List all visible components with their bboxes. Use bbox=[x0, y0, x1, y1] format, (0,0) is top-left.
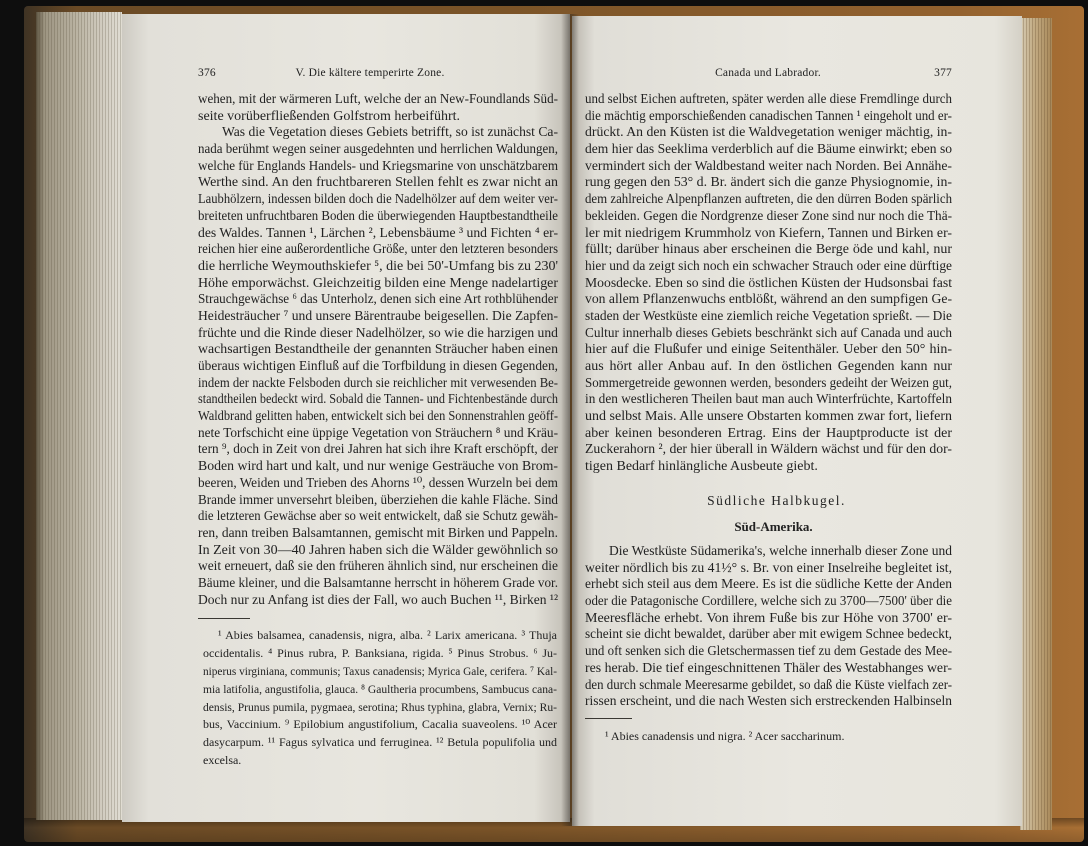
subsection-heading: Süd-Amerika. bbox=[734, 519, 813, 534]
page-edges-right bbox=[1020, 18, 1052, 830]
footnote-rule bbox=[585, 718, 632, 719]
text-line: res herab. Die tief eingeschnittenen Thäler des Westabhanges wer- bbox=[585, 660, 952, 676]
footnote-line: occidentalis. ⁴ Pinus rubra, P. Banksiana, rigida. ⁵ Pinus Strobus. ⁶ Ju- bbox=[203, 645, 557, 660]
text-line: des Waldes. Tannen ¹, Lärchen ², Lebensbäume ³ und Fichten ⁴ er- bbox=[198, 225, 558, 241]
body-text bbox=[198, 92, 558, 609]
footnote-line: dasycarpum. ¹¹ Fagus sylvatica und ferruginea. ¹² Betula populifolia und bbox=[203, 735, 557, 750]
right-page bbox=[572, 16, 1022, 826]
text-line: und selbst Eichen auftreten, später werden alle diese Fremdlinge durch bbox=[585, 92, 952, 107]
text-line: Moosdecke. Eben so sind die östlichen Küsten der Hudsonsbai fast bbox=[585, 275, 952, 291]
text-line: wachsartigen Bestandtheile der genannten Sträucher haben einen bbox=[198, 342, 558, 358]
footnote-line: mia latifolia, angustifolia, glauca. ⁸ Gaultheria procumbens, Sambucus cana- bbox=[203, 681, 557, 696]
text-line: Meeresfläche erhebt. Von ihrem Fuße bis zur Höhe von 3700' er- bbox=[585, 610, 952, 626]
text-line: reichen hier eine außerordentliche Größe, unter den letzteren besonders bbox=[198, 242, 558, 258]
running-title: V. Die kältere temperirte Zone. bbox=[295, 67, 445, 79]
text-line: ler mit niedrigem Krummholz von Kiefern, Tannen und Birken er- bbox=[585, 225, 952, 241]
footnote-line: ¹ Abies canadensis und nigra. ² Acer saccharinum. bbox=[605, 729, 845, 743]
text-line: In Zeit von 30—40 Jahren haben sich die Wälder gewöhnlich so bbox=[198, 542, 558, 558]
text-line: nete Torfschicht eine üppige Vegetation von Sträuchern ⁸ und Kräu- bbox=[198, 425, 558, 441]
text-line: staden der Westküste eine ziemlich reiche Vegetation sprießt. — Die bbox=[585, 308, 952, 324]
text-line: nada berühmt wegen seiner ausgedehnten und herrlichen Waldungen, bbox=[198, 142, 558, 158]
text-line: vermindert sich der Waldbestand weiter nach Norden. Bei Annähe- bbox=[585, 158, 952, 174]
text-line: dem hier das Seeklima verderblich auf die Bäume einwirkt; eben so bbox=[585, 142, 952, 158]
text-line: indem der nackte Felsboden durch sie reichlicher mit verwesenden Be- bbox=[198, 375, 558, 391]
text-line: Sommergetreide gewonnen werden, besonders gedeiht der Weizen gut, bbox=[585, 375, 952, 391]
text-line: rissen erscheint, und die nach Westen sich erstreckenden Halbinseln bbox=[585, 694, 952, 710]
text-line: ren, dann treiben Balsamtannen, gemischt mit Birken und Pappeln. bbox=[198, 525, 558, 541]
text-line: hier auf die Flußufer und einige Seitenthäler. Ueber den 50° hin- bbox=[585, 342, 952, 358]
text-line: aus hört aller Anbau auf. In den östlichen Gegenden kann nur bbox=[585, 359, 952, 374]
text-line: die mächtig emporschießenden canadischen Tannen ¹ eingeholt und er- bbox=[585, 108, 952, 124]
text-line: Waldbrand gelitten haben, entwickelt sich bei den Sonnenstrahlen geöff- bbox=[198, 409, 558, 425]
text-line: überaus wichtigen Einfluß auf die Torfbildung in diesen Gegenden, bbox=[198, 359, 558, 374]
text-line: drückt. An den Küsten ist die Waldvegetation weniger mächtig, in- bbox=[585, 125, 952, 141]
text-line: Was die Vegetation dieses Gebiets betrifft, so ist zunächst Ca- bbox=[222, 125, 558, 141]
gutter-shadow bbox=[561, 14, 579, 826]
running-title: Canada und Labrador. bbox=[715, 67, 821, 79]
text-line: Boden wird hart und kalt, und nur wenige Gesträuche von Brom- bbox=[198, 459, 558, 475]
footnote-line: bus, Vaccinium. ⁹ Epilobium angustifolium, Cacalia suaveolens. ¹⁰ Acer bbox=[203, 717, 557, 732]
footnote-line: densis, Prunus pumila, pygmaea, serotina; Rhus typhina, glabra, Vernix; Ru- bbox=[203, 699, 557, 714]
text-line: Die Westküste Südamerika's, welche innerhalb dieser Zone und bbox=[609, 544, 952, 559]
text-line: Werthe sind. An den fruchtbareren Stellen fehlt es zwar nicht an bbox=[198, 175, 558, 191]
text-line: seite vorüberfließenden Golfstrom herbeiführt. bbox=[198, 108, 461, 124]
text-line: Höhe emporwächst. Gleichzeitig bilden eine Menge nadelartiger bbox=[198, 275, 558, 291]
footnote-rule bbox=[198, 618, 250, 619]
text-line: füllt; darüber hinaus aber erscheinen die Berge öde und kahl, nur bbox=[585, 242, 952, 258]
page-edges-left bbox=[36, 12, 122, 820]
text-line: dem zahlreiche Alpenpflanzen auftreten, die den dürren Boden spärlich bbox=[585, 192, 952, 208]
page-header bbox=[198, 65, 558, 81]
footnote-line: niperus virginiana, communis; Taxus canadensis; Myrica Gale, cerifera. ⁷ Kal- bbox=[203, 663, 557, 678]
text-line: Heidesträucher ⁷ und unsere Bärentraube beigesellen. Die Zapfen- bbox=[198, 308, 558, 324]
page-number: 376 bbox=[198, 67, 216, 79]
text-line: Doch nur zu Anfang ist dies der Fall, wo auch Buchen ¹¹, Birken ¹² bbox=[198, 592, 558, 608]
text-line: Laubhölzern, indessen bilden doch die Nadelhölzer auf dem weiter ver- bbox=[198, 192, 558, 208]
text-line: weit erneuert, daß sie den früheren ähnlich sind, nur erscheinen die bbox=[198, 559, 558, 575]
text-line: weiter nördlich bis zu 41½° s. Br. von einer Inselreihe begleitet ist, bbox=[585, 560, 952, 576]
text-line: welche für Englands Handels- und Kriegsmarine von unschätzbarem bbox=[198, 158, 558, 174]
text-line: oder die Patagonische Cordillere, welche sich zu 3700—7500' über die bbox=[585, 594, 952, 610]
text-line: tern ⁹, doch in Zeit von drei Jahren hat sich ihre Kraft erschöpft, der bbox=[198, 442, 558, 458]
text-line: breiteten unfruchtbaren Boden die überwiegenden Hauptbestandtheile bbox=[198, 208, 558, 224]
text-line: hier und da zeigt sich noch ein schwacher Strauch oder eine dürftige bbox=[585, 258, 952, 274]
text-line: Bäume kleiner, und die Balsamtanne herrscht in höherem Grade vor. bbox=[198, 575, 558, 591]
text-line: Zuckerahorn ², der hier überall in Wäldern wächst und für den dor- bbox=[585, 442, 952, 458]
text-line: rung gegen den 53° d. Br. ändert sich die ganze Physiognomie, in- bbox=[585, 175, 952, 191]
page-number: 377 bbox=[934, 67, 952, 79]
footnotes bbox=[203, 627, 557, 770]
text-line: den durch schmale Meeresarme gebildet, so daß die Küste vielfach zer- bbox=[585, 677, 952, 693]
text-line: wehen, mit der wärmeren Luft, welche der an New-Foundlands Süd- bbox=[198, 92, 558, 107]
text-line: die herrliche Weymouthskiefer ⁵, die bei 50'-Umfang bis zu 230' bbox=[198, 258, 558, 274]
footnote-line: excelsa. bbox=[203, 753, 242, 768]
page-header bbox=[585, 65, 952, 81]
text-line: früchte und die Rinde dieser Nadelhölzer, so wie die harzigen und bbox=[198, 325, 558, 341]
left-page bbox=[122, 14, 570, 822]
text-line: und oft senken sich die Gletschermassen tief zu dem Gestade des Mee- bbox=[585, 644, 952, 660]
footnote-line: ¹ Abies balsamea, canadensis, nigra, alba. ² Larix americana. ³ Thuja bbox=[218, 628, 557, 642]
text-line: bekleiden. Gegen die Nordgrenze dieser Zone sind nur noch die Thä- bbox=[585, 208, 952, 224]
text-line: in den westlicheren Theilen baut man auch Winterfrüchte, Kartoffeln bbox=[585, 392, 952, 408]
section-heading: Südliche Halbkugel. bbox=[707, 493, 846, 508]
text-line: Strauchgewächse ⁶ das Unterholz, denen sich eine Art rothblühender bbox=[198, 292, 558, 308]
body-text bbox=[585, 544, 952, 711]
text-line: erhebt sich steil aus dem Meere. Es ist die südliche Kette der Anden bbox=[585, 577, 952, 593]
text-line: Brande immer unversehrt bleiben, überziehen die kahle Fläche. Sind bbox=[198, 492, 558, 508]
text-line: beeren, Weiden und Trieben des Ahorns ¹⁰, dessen Wurzeln bei dem bbox=[198, 475, 558, 491]
text-line: und selbst Mais. Alle unsere Obstarten kommen zwar fort, liefern bbox=[585, 409, 952, 425]
text-line: aber keinen besonderen Ertrag. Eins der Hauptproducte ist der bbox=[585, 425, 952, 441]
text-line: tigen Bedarf hinlängliche Ausbeute giebt. bbox=[585, 459, 818, 475]
text-line: standtheilen bedeckt wird. Sobald die Tannen- und Fichtenbestände durch bbox=[198, 392, 558, 408]
text-line: scheint sie dicht bewaldet, darüber aber mit ewigem Schnee bedeckt, bbox=[585, 627, 952, 643]
text-line: Cultur innerhalb dieses Gebiets beschränkt sich auf Canada und auch bbox=[585, 325, 952, 341]
footnotes bbox=[590, 728, 952, 746]
text-line: die letzteren Gewächse aber so weit entwickelt, daß sie Schutz gewäh- bbox=[198, 509, 558, 525]
body-text bbox=[585, 92, 952, 476]
text-line: von allem Pflanzenwuchs entblößt, während an den sumpfigen Ge- bbox=[585, 292, 952, 308]
